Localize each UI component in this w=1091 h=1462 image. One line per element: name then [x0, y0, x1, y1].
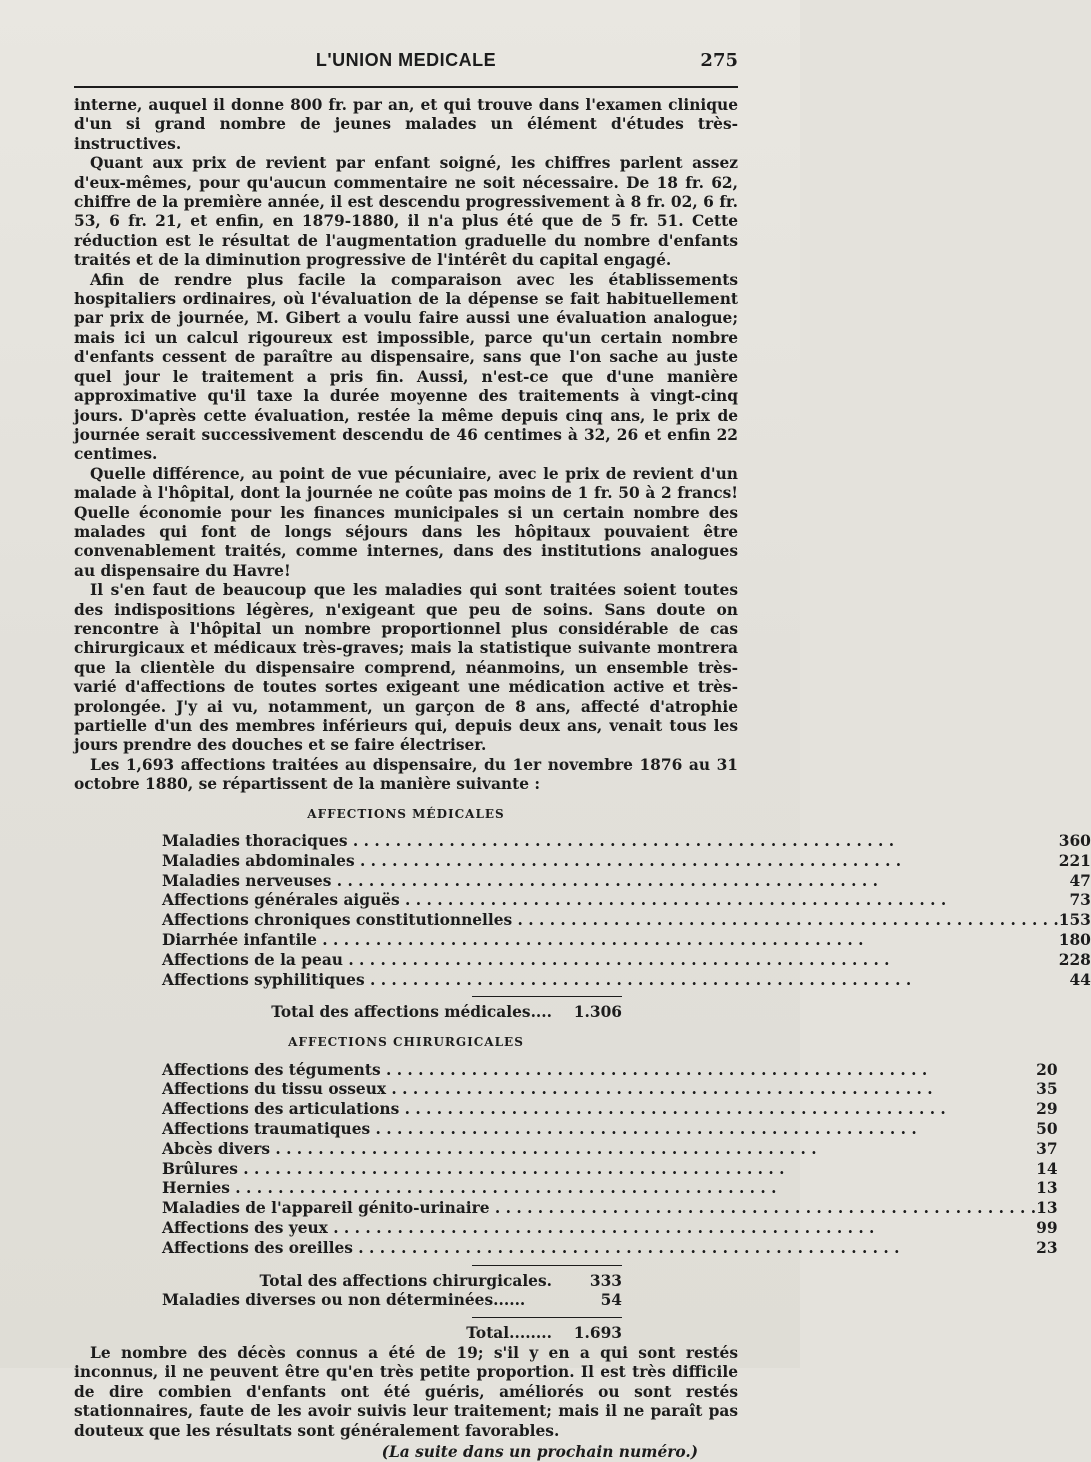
table-row — [162, 1160, 1058, 1180]
table-row — [162, 1239, 1058, 1259]
row-value: 29 — [1036, 1100, 1058, 1119]
table-row — [162, 852, 1091, 872]
surgical-total — [162, 1272, 622, 1312]
table-row — [162, 1100, 1058, 1120]
row-label: Maladies diverses ou non déterminées...... — [162, 1291, 526, 1310]
header-rule — [74, 86, 738, 88]
row-value: 47 — [1069, 871, 1091, 890]
table-row — [162, 951, 1091, 971]
row-label: Brûlures . . . — [162, 1160, 1036, 1180]
row-label: Maladies abdominales . . . — [162, 852, 1059, 872]
row-label: Maladies nerveuses . . . — [162, 872, 1059, 892]
row-value: 37 — [1036, 1139, 1058, 1158]
row-label: Affections de la peau . . . — [162, 951, 1059, 971]
row-value: 221 — [1058, 851, 1091, 870]
sum-rule — [472, 1317, 622, 1324]
table-row — [162, 1061, 1058, 1081]
surgical-table — [162, 1061, 1058, 1259]
total-label: Total des affections chirurgicales. — [259, 1271, 552, 1290]
table-row — [162, 1120, 1058, 1140]
continued-note: (La suite dans un prochain numéro.) — [381, 1443, 698, 1461]
total-label: Total des affections médicales.... — [271, 1003, 552, 1022]
row-label: Hernies . . . — [162, 1179, 1036, 1199]
paragraph: Afin de rendre plus facile la comparaison avec les établissements hospitaliers ordinaires, où l'évaluation de la dépense se fait habituellement par prix de journée, M. Gibert a voulu faire aussi une évaluation analogue; mais ici un calcul rigoureux est impossible, parce qu'un certain nombre d'enfants cessent de paraître au dispensaire, sans que l'on sache au juste quel jour le traitement a pris fin. Aussi, n'est-ce que d'une manière approximative qu'il taxe la durée moyenne des traitements à vingt-cinq jours. D'après cette évaluation, restée la même depuis cinq ans, le prix de journée serait successivement descendu de 46 centimes à 32, 26 et enfin 22 centimes. — [74, 270, 738, 464]
table-row — [162, 1219, 1058, 1239]
row-label: Affections des articulations . . . — [162, 1100, 1036, 1120]
row-value: 360 — [1058, 832, 1091, 851]
table-row — [162, 1080, 1058, 1100]
row-value: 23 — [1036, 1238, 1058, 1257]
table-row — [162, 971, 1091, 991]
row-label: Affections syphilitiques . . . — [162, 971, 1059, 991]
article-body — [74, 96, 1091, 1462]
paragraph: Les 1,693 affections traitées au dispensaire, du 1er novembre 1876 au 31 octobre 1880, se répartissent de la manière suivante : — [74, 755, 738, 794]
surgical-heading: AFFECTIONS CHIRURGICALES — [288, 1035, 524, 1050]
table-row — [162, 1140, 1058, 1160]
row-value: 13 — [1036, 1179, 1058, 1198]
running-title: L'UNION MEDICALE — [315, 50, 497, 70]
row-value: 20 — [1036, 1060, 1058, 1079]
paragraph: Le nombre des décès connus a été de 19; s'il y en a qui sont restés inconnus, il ne peuvent être qu'en très petite proportion. Il est très difficile de dire combien d'enfants ont été guéris, améliorés ou sont restés stationnaires, faute de les avoir suivis leur traitement; mais il ne paraît pas douteux que les résultats sont généralement favorables. — [74, 1343, 738, 1440]
table-row — [162, 1179, 1058, 1199]
page-number: 275 — [700, 50, 738, 71]
row-label: Affections des téguments . . . — [162, 1061, 1036, 1081]
row-label: Affections des yeux . . . — [162, 1219, 1036, 1239]
total-label: Total........ — [466, 1324, 552, 1343]
medical-table — [162, 832, 1091, 990]
table-row — [162, 872, 1091, 892]
medical-total — [162, 1003, 622, 1023]
row-value: 180 — [1058, 931, 1091, 950]
medical-heading: AFFECTIONS MÉDICALES — [307, 806, 505, 821]
row-value: 99 — [1036, 1218, 1058, 1237]
row-value: 153 — [1058, 911, 1091, 930]
sum-rule — [472, 1265, 622, 1272]
grand-total — [162, 1324, 622, 1344]
row-label: Affections du tissu osseux . . . — [162, 1080, 1036, 1100]
table-row — [162, 1291, 622, 1311]
row-label: Maladies de l'appareil génito-urinaire . . . — [162, 1199, 1036, 1219]
row-label: Abcès divers . . . — [162, 1140, 1036, 1160]
row-value: 14 — [1036, 1159, 1058, 1178]
table-row — [162, 931, 1091, 951]
total-row — [162, 1272, 622, 1292]
total-value: 1.693 — [573, 1324, 622, 1343]
row-label: Diarrhée infantile . . . — [162, 931, 1059, 951]
page-header — [74, 50, 738, 84]
table-row — [162, 832, 1091, 852]
row-value: 73 — [1069, 891, 1091, 910]
paragraph: Il s'en faut de beaucoup que les maladies qui sont traitées soient toutes des indispositions légères, n'exigeant que peu de soins. Sans doute on rencontre à l'hôpital un nombre proportionnel plus considérable de cas chirurgicaux et médicaux très-graves; mais la statistique suivante montrera que la clientèle du dispensaire comprend, néanmoins, un ensemble très-varié d'affections de toutes sortes exigeant une médication active et très-prolongée. J'y ai vu, notamment, un garçon de 8 ans, affecté d'atrophie partielle d'un des membres inférieurs qui, depuis deux ans, venait tous les jours prendre des douches et se faire électriser. — [74, 581, 738, 755]
table-row — [162, 1199, 1058, 1219]
row-value: 13 — [1036, 1199, 1058, 1218]
paragraph: Quelle différence, au point de vue pécuniaire, avec le prix de revient d'un malade à l'hôpital, dont la journée ne coûte pas moins de 1 fr. 50 à 2 francs! Quelle économie pour les finances municipales si un certain nombre des malades qui font de longs séjours dans les hôpitaux pouvaient être convenablement traités, comme internes, dans des institutions analogues au dispensaire du Havre! — [74, 464, 738, 580]
row-value: 44 — [1069, 970, 1091, 989]
row-label: Affections des oreilles . . . — [162, 1239, 1036, 1259]
row-label: Maladies thoraciques . . . — [162, 832, 1059, 852]
total-row — [162, 1324, 622, 1344]
total-value: 1.306 — [573, 1003, 622, 1022]
sum-rule — [472, 996, 622, 1003]
row-label: Affections traumatiques . . . — [162, 1120, 1036, 1140]
table-row — [162, 911, 1091, 931]
row-label: Affections générales aiguës . . . — [162, 891, 1059, 911]
table-row — [162, 891, 1091, 911]
total-value: 333 — [589, 1271, 622, 1290]
row-value: 35 — [1036, 1080, 1058, 1099]
paragraph: Quant aux prix de revient par enfant soigné, les chiffres parlent assez d'eux-mêmes, pour qu'aucun commentaire ne soit nécessaire. De 18 fr. 62, chiffre de la première année, il est descendu progressivement à 8 fr. 02, 6 fr. 53, 6 fr. 21, et enfin, en 1879-1880, il n'a plus été que de 5 fr. 51. Cette réduction est le résultat de l'augmentation graduelle du nombre d'enfants traités et de la diminution progressive de l'intérêt du capital engagé. — [74, 154, 738, 270]
paragraph: interne, auquel il donne 800 fr. par an, et qui trouve dans l'examen clinique d'un si grand nombre de jeunes malades un élément d'études très-instructives. — [74, 96, 738, 153]
total-row — [162, 1003, 622, 1023]
row-value: 228 — [1058, 950, 1091, 969]
row-value: 54 — [600, 1291, 622, 1310]
row-value: 50 — [1036, 1120, 1058, 1138]
row-label: Affections chroniques constitutionnelles . . . — [162, 911, 1059, 931]
